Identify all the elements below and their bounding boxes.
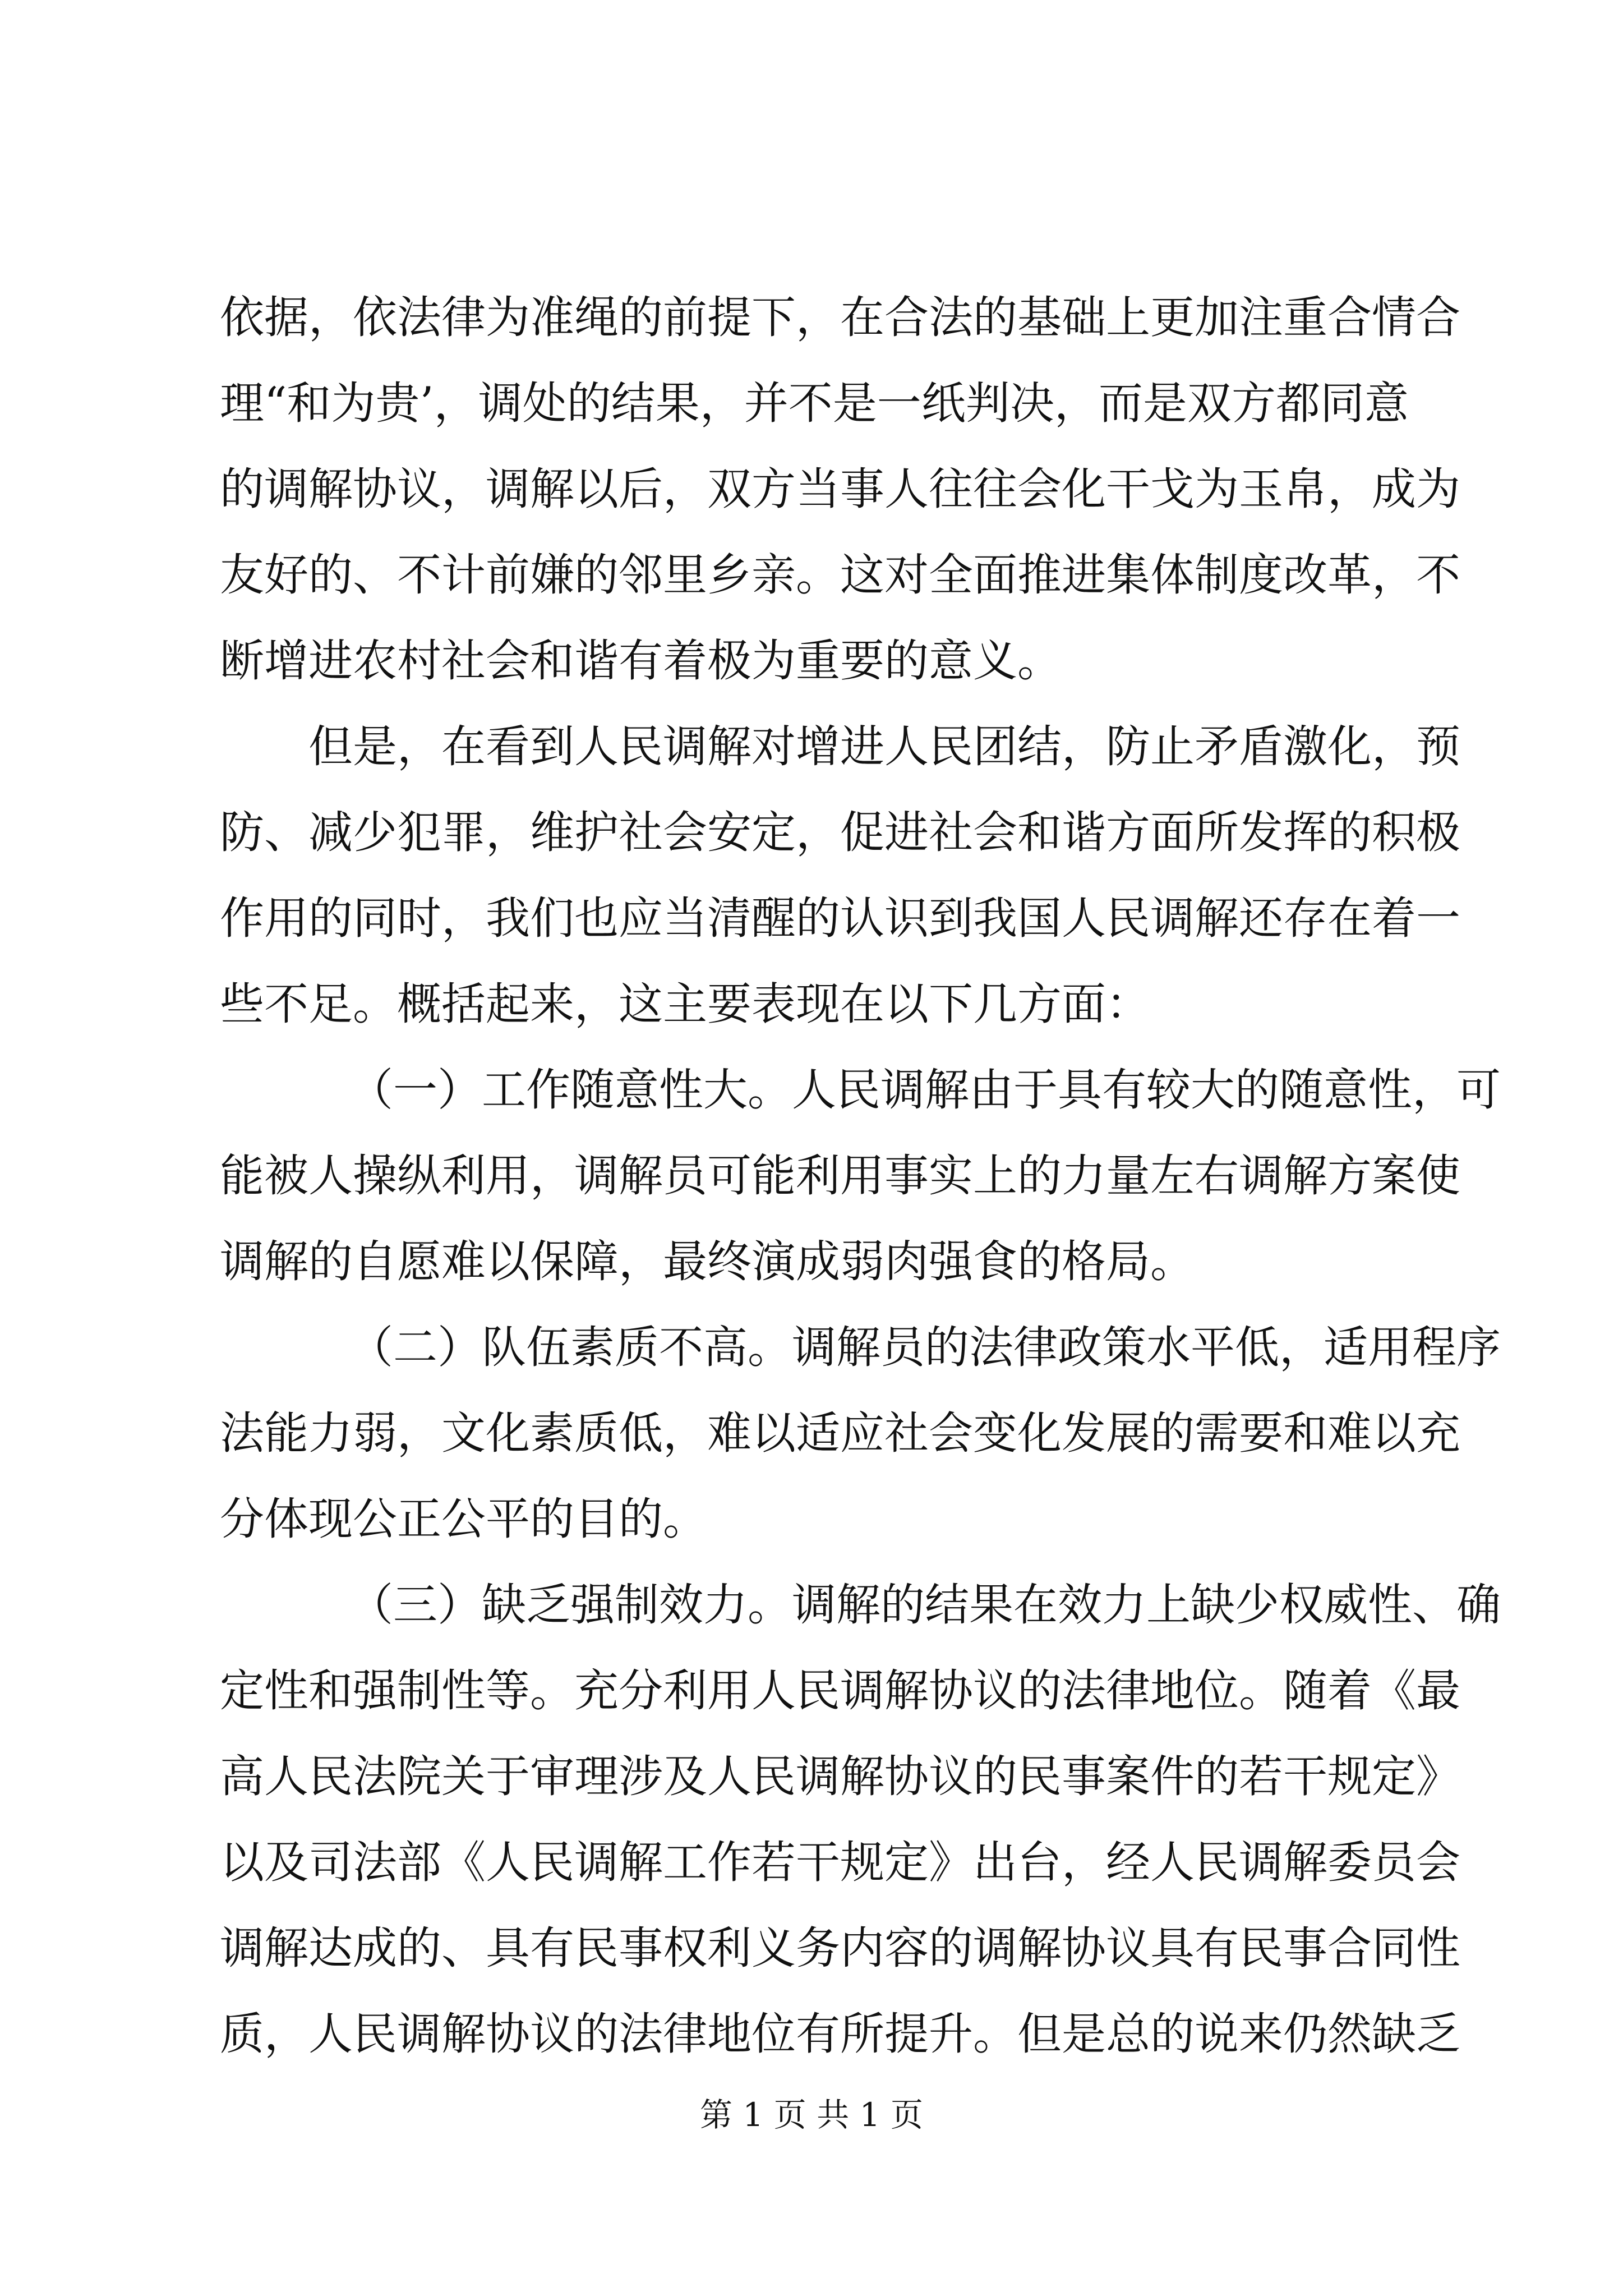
text-line: 依据，依法律为准绳的前提下，在合法的基础上更加注重合情合 bbox=[220, 292, 1460, 343]
text-line: 防、减少犯罪，维护社会安定，促进社会和谐方面所发挥的积极 bbox=[220, 807, 1460, 858]
text-line: （三）缺乏强制效力。调解的结果在效力上缺少权威性、确 bbox=[349, 1579, 1501, 1631]
text-line: 作用的同时，我们也应当清醒的认识到我国人民调解还存在着一 bbox=[220, 892, 1460, 944]
text-line: 能被人操纵利用，调解员可能利用事实上的力量左右调解方案使 bbox=[220, 1150, 1460, 1202]
text-line: （一）工作随意性大。人民调解由于具有较大的随意性，可 bbox=[349, 1064, 1501, 1116]
text-line: 断增进农村社会和谐有着极为重要的意义。 bbox=[220, 635, 1062, 687]
text-line: （二）队伍素质不高。调解员的法律政策水平低，适用程序 bbox=[349, 1322, 1501, 1373]
text-line: 法能力弱，文化素质低，难以适应社会变化发展的需要和难以充 bbox=[220, 1407, 1460, 1459]
document-body bbox=[220, 275, 1501, 2077]
text-line: 但是，在看到人民调解对增进人民团结，防止矛盾激化，预 bbox=[308, 721, 1460, 772]
text-line: 的调解协议，调解以后，双方当事人往往会化干戈为玉帛，成为 bbox=[220, 463, 1460, 515]
page-number-footer: 第 1 页 共 1 页 bbox=[700, 2096, 923, 2134]
text-line: 分体现公正公平的目的。 bbox=[220, 1493, 707, 1545]
text-line: 高人民法院关于审理涉及人民调解协议的民事案件的若干规定》 bbox=[220, 1751, 1460, 1802]
text-line: 些不足。概括起来，这主要表现在以下几方面： bbox=[220, 978, 1150, 1030]
text-line: 质，人民调解协议的法律地位有所提升。但是总的说来仍然缺乏 bbox=[220, 2008, 1460, 2060]
text-line: 友好的、不计前嫌的邻里乡亲。这对全面推进集体制度改革，不 bbox=[220, 549, 1460, 601]
text-line: 调解的自愿难以保障，最终演成弱肉强食的格局。 bbox=[220, 1236, 1195, 1287]
text-line: 定性和强制性等。充分利用人民调解协议的法律地位。随着《最 bbox=[220, 1665, 1460, 1717]
text-line: 理“和为贵’，调处的结果，并不是一纸判决，而是双方都同意 bbox=[220, 378, 1409, 429]
text-line: 调解达成的、具有民事权利义务内容的调解协议具有民事合同性 bbox=[220, 1922, 1460, 1974]
text-line: 以及司法部《人民调解工作若干规定》出台，经人民调解委员会 bbox=[220, 1837, 1460, 1888]
